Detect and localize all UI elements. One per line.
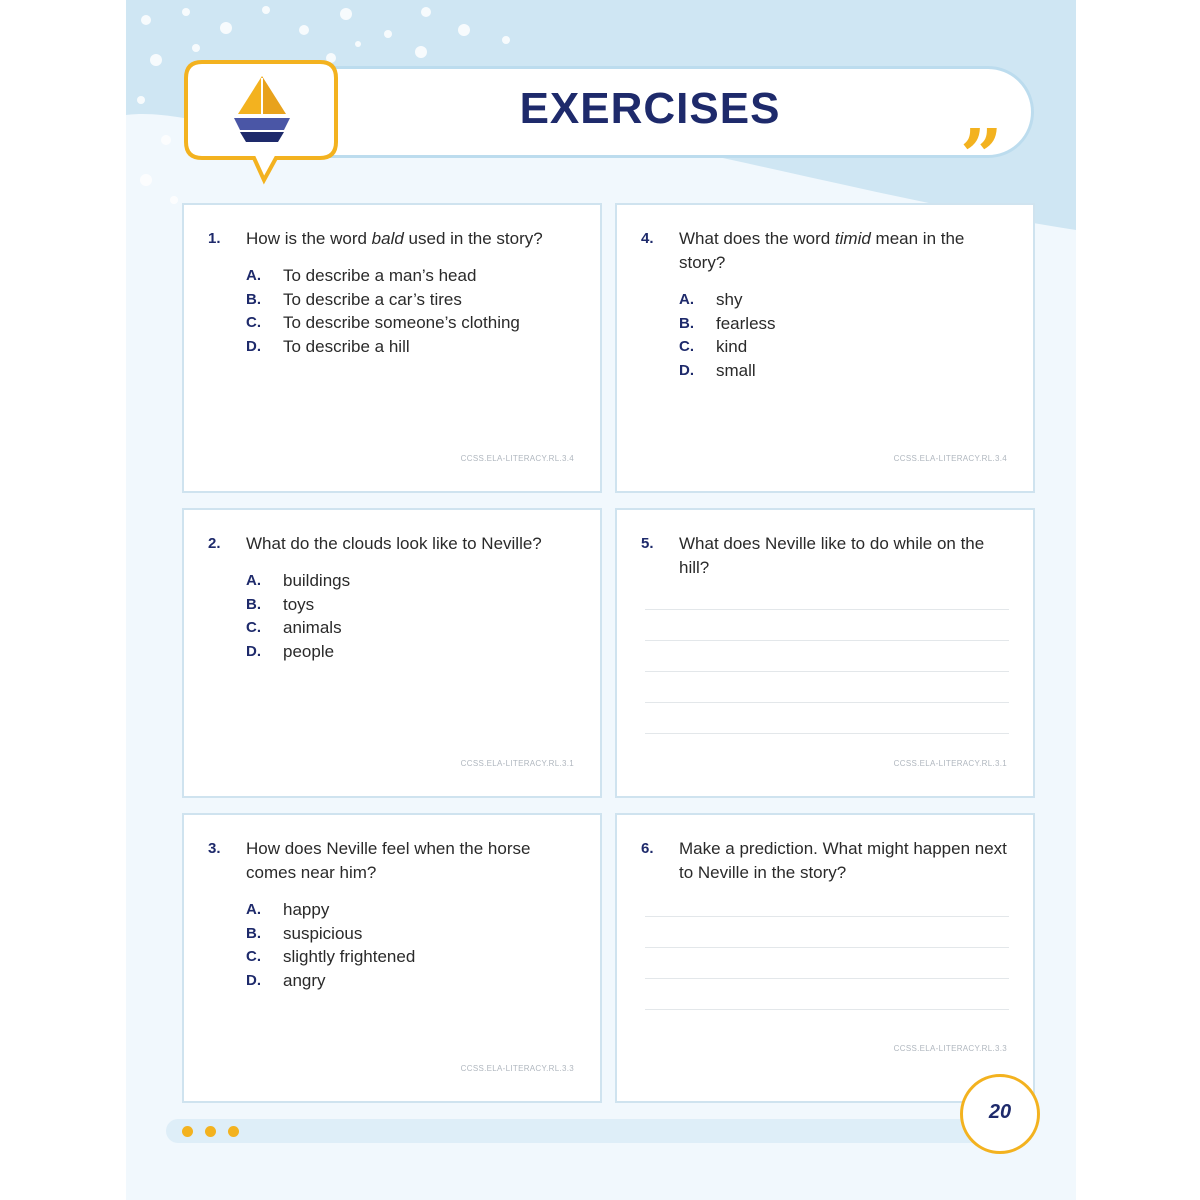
question-card-1 xyxy=(182,203,602,493)
question xyxy=(208,532,580,663)
question-number: 2. xyxy=(208,535,221,552)
question xyxy=(208,227,580,358)
question-text: Make a prediction. What might happen next to Neville in the story? xyxy=(679,839,1007,882)
option-a[interactable]: A. happy xyxy=(246,900,330,919)
question-card-5 xyxy=(615,508,1035,798)
question-text: How is the word bald used in the story? xyxy=(246,229,543,248)
option-b[interactable]: B. suspicious xyxy=(246,923,363,943)
question-text: What does the word timid mean in the story? xyxy=(679,229,965,272)
option-c[interactable]: C. slightly frightened xyxy=(246,947,416,966)
emphasized-word: bald xyxy=(371,229,404,248)
option-a[interactable]: A. buildings xyxy=(246,571,351,590)
question xyxy=(641,532,1013,580)
standard-code: CCSS.ELA-LITERACY.RL.3.3 xyxy=(460,1064,574,1073)
question-card-6 xyxy=(615,813,1035,1103)
question-text: How does Neville feel when the horse comes near him? xyxy=(246,839,531,882)
answer-options xyxy=(246,569,580,663)
answer-lines[interactable] xyxy=(645,916,1009,1040)
emphasized-word: timid xyxy=(834,229,871,248)
standard-code: CCSS.ELA-LITERACY.RL.3.3 xyxy=(893,1044,1007,1053)
question-number: 3. xyxy=(208,840,221,857)
question xyxy=(641,837,1013,885)
question xyxy=(641,227,1013,382)
option-a[interactable]: A. To describe a man’s head xyxy=(246,266,477,285)
question-text: What does Neville like to do while on the hill? xyxy=(679,534,985,577)
answer-options xyxy=(679,288,1013,382)
question-card-3 xyxy=(182,813,602,1103)
answer-options xyxy=(246,264,580,358)
page-number: 20 xyxy=(988,1101,1012,1123)
question-number: 5. xyxy=(641,535,654,552)
quote-mark-icon: ” xyxy=(960,114,1003,200)
option-a[interactable]: A. shy xyxy=(679,290,743,309)
option-d[interactable]: D. people xyxy=(246,641,335,661)
sailboat-icon xyxy=(180,56,342,186)
question-number: 1. xyxy=(208,230,221,247)
footer-dot-icon xyxy=(228,1126,239,1137)
option-b[interactable]: B. fearless xyxy=(679,313,776,333)
standard-code: CCSS.ELA-LITERACY.RL.3.1 xyxy=(460,759,574,768)
option-d[interactable]: D. angry xyxy=(246,970,326,990)
option-b[interactable]: B. toys xyxy=(246,594,315,614)
question-number: 4. xyxy=(641,230,654,247)
standard-code: CCSS.ELA-LITERACY.RL.3.4 xyxy=(893,454,1007,463)
question-card-2 xyxy=(182,508,602,798)
question-card-4 xyxy=(615,203,1035,493)
question xyxy=(208,837,580,992)
option-c[interactable]: C. kind xyxy=(679,337,748,356)
question-number: 6. xyxy=(641,840,654,857)
question-text: What do the clouds look like to Neville? xyxy=(246,534,542,553)
footer-dot-icon xyxy=(205,1126,216,1137)
footer-dot-icon xyxy=(182,1126,193,1137)
option-c[interactable]: C. To describe someone’s clothing xyxy=(246,313,520,332)
option-d[interactable]: D. To describe a hill xyxy=(246,336,410,356)
option-b[interactable]: B. To describe a car’s tires xyxy=(246,289,462,309)
footer-bar xyxy=(166,1119,986,1143)
answer-options xyxy=(246,898,580,992)
standard-code: CCSS.ELA-LITERACY.RL.3.1 xyxy=(893,759,1007,768)
page-title: EXERCISES xyxy=(519,84,781,133)
option-d[interactable]: D. small xyxy=(679,360,756,380)
answer-lines[interactable] xyxy=(645,609,1009,764)
option-c[interactable]: C. animals xyxy=(246,618,342,637)
standard-code: CCSS.ELA-LITERACY.RL.3.4 xyxy=(460,454,574,463)
